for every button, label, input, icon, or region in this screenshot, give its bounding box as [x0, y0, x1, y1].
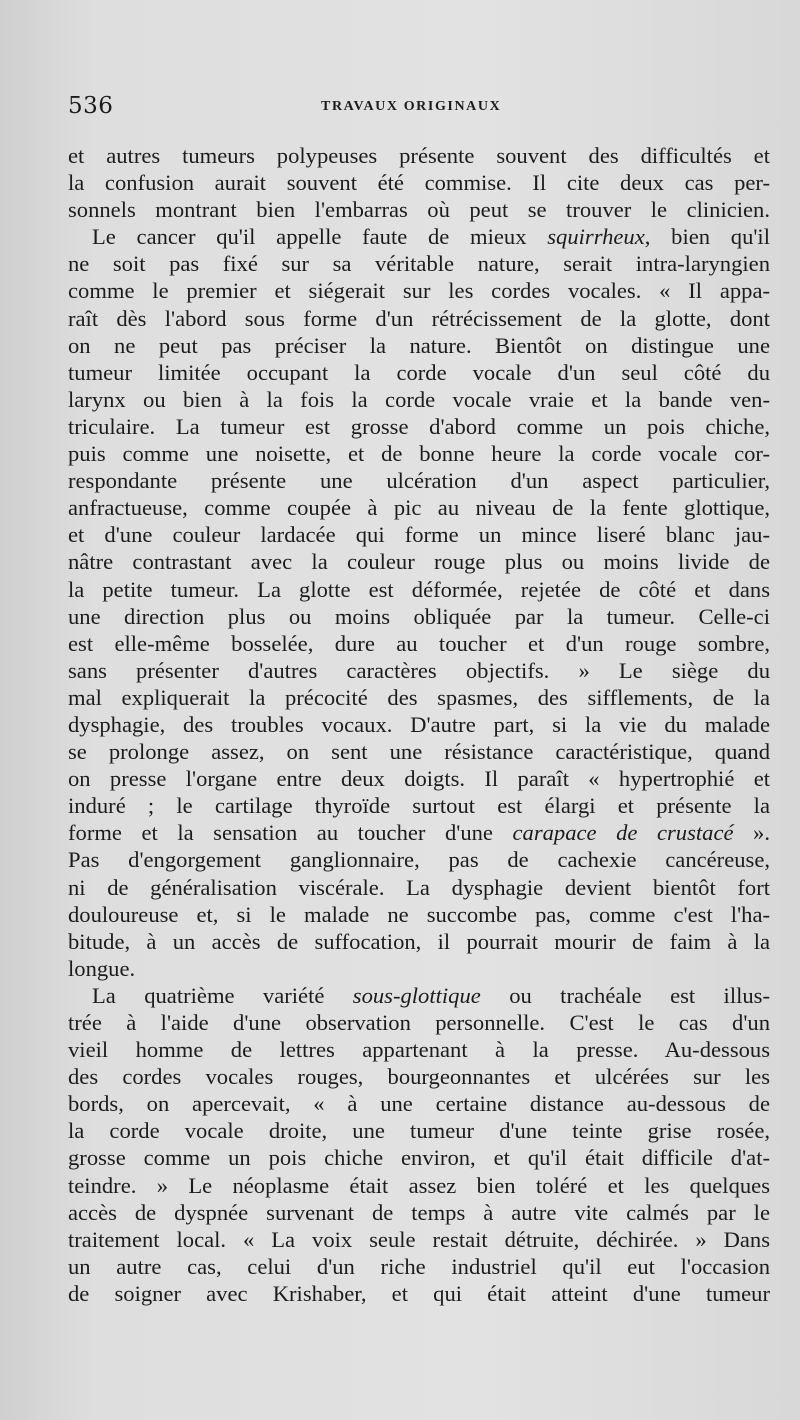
- text-line: triculaire. La tumeur est grosse d'abord comme un pois chiche,: [68, 413, 770, 439]
- text-line: respondante présente une ulcération d'un aspect particulier,: [68, 468, 770, 494]
- text-line: bords, on apercevait, « à une certaine distance au-dessous de: [68, 1091, 770, 1117]
- text-line: on ne peut pas préciser la nature. Bientôt on distingue une: [68, 332, 770, 358]
- page-header: [68, 93, 772, 123]
- text-line: la petite tumeur. La glotte est déformée, rejetée de côté et dans: [68, 576, 770, 602]
- text-line: induré ; le cartilage thyroïde surtout est élargi et présente la: [68, 793, 770, 819]
- text-line: un autre cas, celui d'un riche industriel qu'il eut l'occasion: [68, 1253, 770, 1279]
- text-line: trée à l'aide d'une observation personnelle. C'est le cas d'un: [68, 1010, 770, 1035]
- text-line: dysphagie, des troubles vocaux. D'autre part, si la vie du malade: [68, 711, 770, 737]
- text-line: accès de dyspnée survenant de temps à autre vite calmés par le: [68, 1199, 770, 1225]
- text-line: une direction plus ou moins obliquée par la tumeur. Celle-ci: [68, 603, 770, 629]
- text-line: puis comme une noisette, et de bonne heure la corde vocale cor-: [68, 441, 770, 467]
- text-line: Le cancer qu'il appelle faute de mieux squirrheux, bien qu'il: [92, 224, 770, 250]
- text-line: larynx ou bien à la fois la corde vocale vraie et la bande ven-: [68, 386, 770, 412]
- text-line: et d'une couleur lardacée qui forme un mince liseré blanc jau-: [68, 522, 770, 548]
- text-line: sans présenter d'autres caractères objectifs. » Le siège du: [68, 657, 770, 683]
- body-text: [68, 142, 770, 1307]
- text-line: raît dès l'abord sous forme d'un rétrécissement de la glotte, dont: [68, 305, 770, 331]
- text-line: ni de généralisation viscérale. La dysphagie devient bientôt fort: [68, 874, 770, 900]
- text-line: la corde vocale droite, une tumeur d'une teinte grise rosée,: [68, 1118, 770, 1144]
- text-line: La quatrième variété sous-glottique ou trachéale est illus-: [92, 982, 770, 1008]
- text-line: forme et la sensation au toucher d'une carapace de crustacé ».: [68, 820, 771, 846]
- text-line: des cordes vocales rouges, bourgeonnantes et ulcérées sur les: [68, 1064, 770, 1090]
- text-line: tumeur limitée occupant la corde vocale d'un seul côté du: [68, 359, 770, 385]
- text-line: sonnels montrant bien l'embarras où peut se trouver le clinicien.: [68, 197, 770, 223]
- text-line: traitement local. « La voix seule restait détruite, déchirée. » Dans: [68, 1226, 770, 1252]
- text-line: comme le premier et siégerait sur les cordes vocales. « Il appa-: [68, 278, 770, 304]
- text-line: vieil homme de lettres appartenant à la presse. Au-dessous: [68, 1037, 770, 1063]
- text-line: la confusion aurait souvent été commise. Il cite deux cas per-: [68, 170, 770, 196]
- text-line: on presse l'organe entre deux doigts. Il paraît « hypertrophié et: [68, 766, 770, 792]
- text-line: douloureuse et, si le malade ne succombe pas, comme c'est l'ha-: [68, 901, 770, 927]
- running-head: TRAVAUX ORIGINAUX: [321, 99, 502, 114]
- text-line: teindre. » Le néoplasme était assez bien toléré et les quelques: [68, 1172, 770, 1198]
- text-line: ne soit pas fixé sur sa véritable nature, serait intra-laryngien: [68, 251, 770, 277]
- text-line: longue.: [68, 955, 136, 981]
- text-line: est elle-même bosselée, dure au toucher et d'un rouge sombre,: [68, 630, 770, 656]
- text-line: anfractueuse, comme coupée à pic au niveau de la fente glottique,: [68, 495, 770, 521]
- text-line: Pas d'engorgement ganglionnaire, pas de cachexie cancéreuse,: [68, 847, 770, 873]
- text-line: de soigner avec Krishaber, et qui était atteint d'une tumeur: [68, 1280, 770, 1306]
- text-line: mal expliquerait la précocité des spasmes, des sifflements, de la: [68, 684, 770, 710]
- text-line: grosse comme un pois chiche environ, et qu'il était difficile d'at-: [68, 1145, 770, 1171]
- text-line: et autres tumeurs polypeuses présente souvent des difficultés et: [68, 143, 770, 168]
- text-line: nâtre contrastant avec la couleur rouge plus ou moins livide de: [68, 549, 770, 575]
- page-number: 536: [68, 93, 114, 119]
- text-line: bitude, à un accès de suffocation, il pourrait mourir de faim à la: [68, 928, 770, 954]
- text-line: se prolonge assez, on sent une résistance caractéristique, quand: [68, 739, 770, 765]
